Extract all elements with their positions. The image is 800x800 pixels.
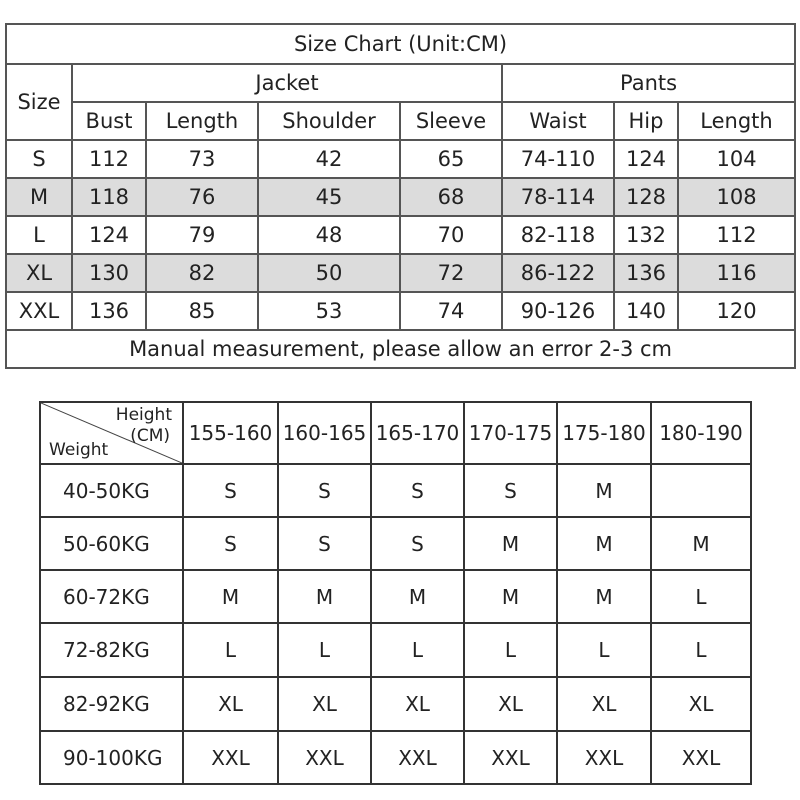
table-cell: 86-122 xyxy=(502,254,614,292)
size-cell: L xyxy=(557,623,651,677)
table-cell: 74 xyxy=(400,292,502,330)
size-cell: XXL xyxy=(557,731,651,784)
size-cell: XL xyxy=(183,677,278,731)
column-header-sleeve: Sleeve xyxy=(400,102,502,140)
height-unit-label: (CM) xyxy=(130,426,170,446)
column-header-waist: Waist xyxy=(502,102,614,140)
size-cell xyxy=(651,464,751,517)
height-range-header: 180-190 xyxy=(651,402,751,464)
table-cell: 118 xyxy=(72,178,146,216)
size-chart-table xyxy=(5,23,796,369)
size-cell: S xyxy=(371,517,464,570)
height-range-header: 160-165 xyxy=(278,402,371,464)
size-cell: M xyxy=(557,570,651,623)
table-cell: 65 xyxy=(400,140,502,178)
column-header-bust: Bust xyxy=(72,102,146,140)
table-cell: 68 xyxy=(400,178,502,216)
table-cell: 74-110 xyxy=(502,140,614,178)
table-cell: 108 xyxy=(678,178,795,216)
table-cell: 50 xyxy=(258,254,400,292)
table-cell: 53 xyxy=(258,292,400,330)
table-row xyxy=(6,254,795,292)
weight-range-cell: 50-60KG xyxy=(40,517,183,570)
size-cell: L xyxy=(651,623,751,677)
size-cell: XL xyxy=(278,677,371,731)
size-cell: S xyxy=(371,464,464,517)
table-row xyxy=(6,178,795,216)
table-cell: 78-114 xyxy=(502,178,614,216)
table-row xyxy=(6,140,795,178)
weight-range-cell: 60-72KG xyxy=(40,570,183,623)
table-row xyxy=(40,570,751,623)
table-cell: 124 xyxy=(614,140,678,178)
height-range-header: 165-170 xyxy=(371,402,464,464)
size-column-header: Size xyxy=(6,64,72,140)
height-axis-label: Height xyxy=(115,405,172,425)
size-cell: XXL xyxy=(183,731,278,784)
table-cell: 73 xyxy=(146,140,258,178)
table-cell: M xyxy=(6,178,72,216)
size-cell: XL xyxy=(557,677,651,731)
size-cell: XXL xyxy=(651,731,751,784)
table-row xyxy=(40,517,751,570)
size-cell: XXL xyxy=(371,731,464,784)
table-cell: 70 xyxy=(400,216,502,254)
jacket-group-header: Jacket xyxy=(72,64,502,102)
size-cell: M xyxy=(557,517,651,570)
weight-range-cell: 72-82KG xyxy=(40,623,183,677)
weight-axis-label: Weight xyxy=(49,440,109,460)
size-cell: L xyxy=(183,623,278,677)
height-range-header: 175-180 xyxy=(557,402,651,464)
table-cell: 112 xyxy=(72,140,146,178)
height-range-header: 170-175 xyxy=(464,402,557,464)
size-cell: M xyxy=(464,517,557,570)
column-header-pants-length: Length xyxy=(678,102,795,140)
table-cell: 136 xyxy=(72,292,146,330)
table-row xyxy=(40,464,751,517)
table-cell: 124 xyxy=(72,216,146,254)
table-row xyxy=(6,292,795,330)
column-header-hip: Hip xyxy=(614,102,678,140)
table-row xyxy=(40,623,751,677)
size-cell: XXL xyxy=(278,731,371,784)
corner-header-cell xyxy=(40,402,183,464)
table-cell: 82-118 xyxy=(502,216,614,254)
table-cell: XL xyxy=(6,254,72,292)
size-cell: L xyxy=(371,623,464,677)
table-cell: 42 xyxy=(258,140,400,178)
size-cell: S xyxy=(278,464,371,517)
size-cell: XL xyxy=(464,677,557,731)
table-cell: S xyxy=(6,140,72,178)
table-cell: 82 xyxy=(146,254,258,292)
size-cell: S xyxy=(278,517,371,570)
table-row xyxy=(40,731,751,784)
size-cell: L xyxy=(464,623,557,677)
weight-range-cell: 90-100KG xyxy=(40,731,183,784)
table-cell: 104 xyxy=(678,140,795,178)
size-cell: M xyxy=(371,570,464,623)
table-cell: 140 xyxy=(614,292,678,330)
weight-range-cell: 40-50KG xyxy=(40,464,183,517)
table-cell: 130 xyxy=(72,254,146,292)
column-header-jacket-length: Length xyxy=(146,102,258,140)
size-cell: S xyxy=(183,464,278,517)
table-cell: 90-126 xyxy=(502,292,614,330)
table-cell: 45 xyxy=(258,178,400,216)
size-cell: L xyxy=(651,570,751,623)
table-cell: 120 xyxy=(678,292,795,330)
column-header-shoulder: Shoulder xyxy=(258,102,400,140)
table-cell: 85 xyxy=(146,292,258,330)
table-cell: 48 xyxy=(258,216,400,254)
table-cell: 128 xyxy=(614,178,678,216)
table-cell: 132 xyxy=(614,216,678,254)
size-cell: L xyxy=(278,623,371,677)
table-cell: 79 xyxy=(146,216,258,254)
weight-range-cell: 82-92KG xyxy=(40,677,183,731)
table-cell: XXL xyxy=(6,292,72,330)
size-cell: M xyxy=(651,517,751,570)
table-row xyxy=(6,216,795,254)
table-cell: 76 xyxy=(146,178,258,216)
size-cell: XL xyxy=(371,677,464,731)
table-cell: L xyxy=(6,216,72,254)
pants-group-header: Pants xyxy=(502,64,795,102)
size-cell: M xyxy=(183,570,278,623)
size-cell: M xyxy=(557,464,651,517)
size-cell: XXL xyxy=(464,731,557,784)
height-range-header: 155-160 xyxy=(183,402,278,464)
measurement-note: Manual measurement, please allow an error 2-3 cm xyxy=(6,330,795,368)
table-cell: 136 xyxy=(614,254,678,292)
table-cell: 72 xyxy=(400,254,502,292)
size-cell: M xyxy=(278,570,371,623)
size-cell: S xyxy=(183,517,278,570)
size-chart-title: Size Chart (Unit:CM) xyxy=(6,24,795,64)
table-cell: 116 xyxy=(678,254,795,292)
table-row xyxy=(40,677,751,731)
size-cell: XL xyxy=(651,677,751,731)
size-recommendation-table xyxy=(39,401,752,785)
table-cell: 112 xyxy=(678,216,795,254)
size-cell: S xyxy=(464,464,557,517)
size-cell: M xyxy=(464,570,557,623)
